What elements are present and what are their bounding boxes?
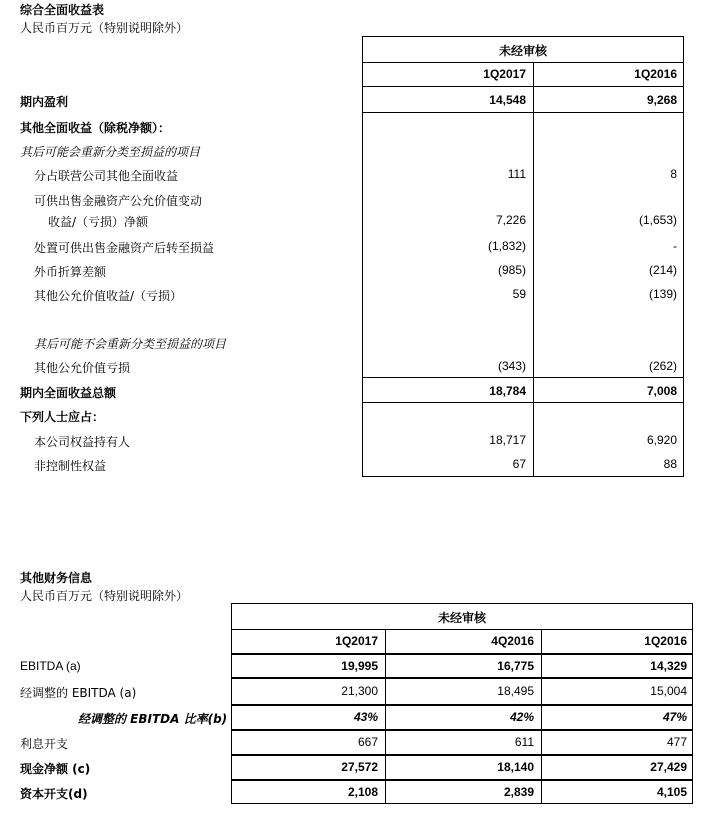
row-label: 其后可能会重新分类至损益的项目 xyxy=(20,145,201,159)
divider xyxy=(362,402,684,403)
section1-col2-header: 1Q2016 xyxy=(634,67,677,81)
section1-col1-header: 1Q2017 xyxy=(483,67,526,81)
divider xyxy=(231,704,693,706)
row-label: 经调整的 EBITDA (a) xyxy=(20,686,137,700)
row-label: 下列人士应占： xyxy=(20,410,105,424)
row-label: EBITDA (a) xyxy=(20,659,81,673)
row-value: 18,784 xyxy=(489,384,526,398)
row-label: 其他公允价值收益/（亏损） xyxy=(34,289,183,303)
row-value: 7,226 xyxy=(495,213,526,227)
row-label: 处置可供出售金融资产后转至损益 xyxy=(34,241,215,255)
section2-header-group: 未经审核 xyxy=(437,611,486,625)
row-value: - xyxy=(673,239,677,253)
row-value: 43% xyxy=(353,710,378,724)
row-value: 88 xyxy=(663,457,677,471)
row-label: 其他公允价值亏损 xyxy=(34,361,131,375)
row-value: 8 xyxy=(670,167,677,181)
row-value: 6,920 xyxy=(646,433,677,447)
row-value: 477 xyxy=(666,735,687,749)
row-value: 27,429 xyxy=(650,760,687,774)
row-value: (1,653) xyxy=(638,213,677,227)
row-label: 分占联营公司其他全面收益 xyxy=(34,169,179,183)
row-label: 收益/（亏损）净额 xyxy=(48,215,149,229)
row-label: 本公司权益持有人 xyxy=(34,435,131,449)
divider xyxy=(362,62,684,63)
row-label: 期内全面收益总额 xyxy=(20,386,117,400)
row-label: 外币折算差额 xyxy=(34,265,107,279)
divider xyxy=(362,86,684,87)
row-value: 18,717 xyxy=(489,433,526,447)
row-label: 资本开支(d) xyxy=(20,787,88,801)
row-value: (139) xyxy=(648,287,677,301)
section2-col1-header: 1Q2017 xyxy=(335,634,378,648)
row-value: 15,004 xyxy=(650,684,687,698)
divider xyxy=(231,729,693,731)
row-value: 27,572 xyxy=(341,760,378,774)
row-value: 18,495 xyxy=(497,684,534,698)
section2-col2-header: 4Q2016 xyxy=(491,634,534,648)
row-value: 4,105 xyxy=(656,785,687,799)
row-label: 可供出售金融资产公允价值变动 xyxy=(34,194,203,208)
row-label: 其后可能不会重新分类至损益的项目 xyxy=(34,337,227,351)
section1-title: 综合全面收益表 xyxy=(20,3,105,17)
section1-unit: 人民币百万元（特别说明除外） xyxy=(20,21,189,35)
section2-title: 其他财务信息 xyxy=(20,571,93,585)
divider xyxy=(231,754,693,756)
row-value: 19,995 xyxy=(341,659,378,673)
divider xyxy=(231,653,693,655)
divider xyxy=(231,629,693,630)
row-label: 利息开支 xyxy=(20,737,69,751)
row-value: 59 xyxy=(512,287,526,301)
row-value: 667 xyxy=(357,735,378,749)
row-value: (214) xyxy=(648,263,677,277)
row-value: 14,548 xyxy=(489,93,526,107)
divider xyxy=(362,112,684,113)
section2-col3-header: 1Q2016 xyxy=(644,634,687,648)
row-label: 期内盈利 xyxy=(20,95,69,109)
row-value: 42% xyxy=(509,710,534,724)
row-label: 非控制性权益 xyxy=(34,459,107,473)
row-label: 现金净额 (c) xyxy=(20,762,91,776)
row-value: (262) xyxy=(648,359,677,373)
row-value: 14,329 xyxy=(650,659,687,673)
row-value: (1,832) xyxy=(487,239,526,253)
divider xyxy=(231,677,693,679)
row-value: 16,775 xyxy=(497,659,534,673)
row-value: 18,140 xyxy=(497,760,534,774)
row-value: 7,008 xyxy=(646,384,677,398)
section2-unit: 人民币百万元（特别说明除外） xyxy=(20,589,189,603)
row-value: 67 xyxy=(512,457,526,471)
divider xyxy=(362,377,684,378)
row-value: 611 xyxy=(514,735,534,749)
section1-header-group: 未经审核 xyxy=(498,44,547,58)
row-value: 47% xyxy=(662,710,687,724)
row-label: 经调整的 EBITDA 比率(b) xyxy=(78,712,228,726)
row-value: (985) xyxy=(497,263,526,277)
row-label: 其他全面收益（除税净额）： xyxy=(20,121,171,135)
row-value: 111 xyxy=(507,167,526,181)
row-value: 9,268 xyxy=(646,93,677,107)
row-value: 21,300 xyxy=(341,684,378,698)
row-value: 2,108 xyxy=(347,785,378,799)
divider xyxy=(231,779,693,781)
row-value: (343) xyxy=(497,359,526,373)
row-value: 2,839 xyxy=(503,785,534,799)
